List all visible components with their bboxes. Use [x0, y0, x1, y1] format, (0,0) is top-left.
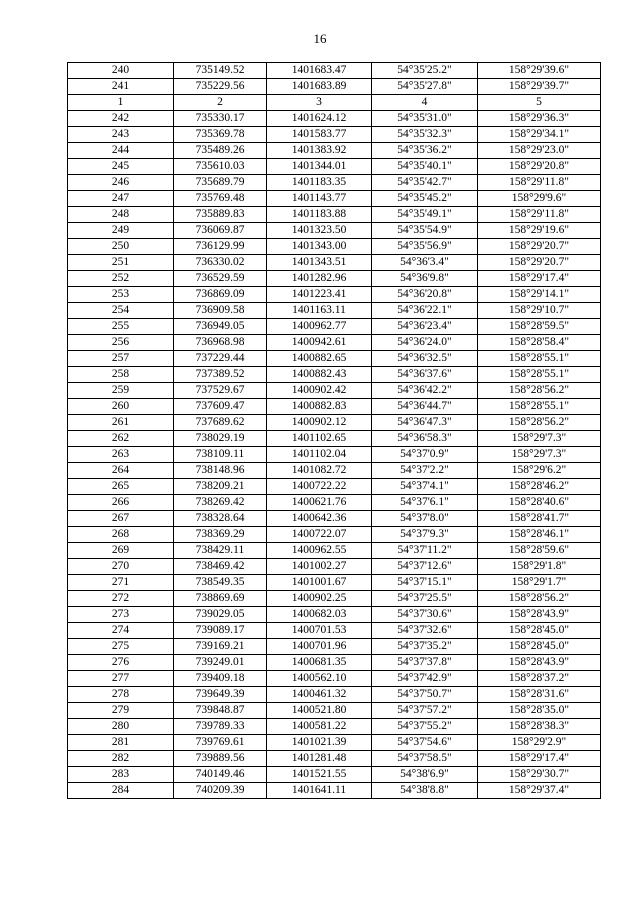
table-row	[68, 591, 601, 607]
table-row	[68, 735, 601, 751]
cell-longitude: 158°28'58.4"	[478, 335, 601, 351]
cell-longitude: 158°28'37.2"	[478, 671, 601, 687]
cell-coord-y: 1400581.22	[267, 719, 372, 735]
cell-latitude: 54°37'32.6"	[372, 623, 478, 639]
cell-coord-y: 1400621.76	[267, 495, 372, 511]
cell-longitude: 158°28'59.6"	[478, 543, 601, 559]
cell-point-number: 275	[68, 639, 174, 655]
cell-coord-y: 1401343.00	[267, 239, 372, 255]
cell-latitude: 54°37'2.2"	[372, 463, 478, 479]
cell-point-number: 256	[68, 335, 174, 351]
cell-coord-x: 736949.05	[174, 319, 267, 335]
cell-point-number: 267	[68, 511, 174, 527]
cell-coord-x: 735489.26	[174, 143, 267, 159]
cell-point-number: 270	[68, 559, 174, 575]
cell-coord-y: 1401001.67	[267, 575, 372, 591]
cell-coord-y: 1401343.51	[267, 255, 372, 271]
cell-longitude: 158°28'31.6"	[478, 687, 601, 703]
cell-latitude: 54°37'57.2"	[372, 703, 478, 719]
cell-latitude: 54°37'30.6"	[372, 607, 478, 623]
cell-coord-x: 2	[174, 95, 267, 111]
table-row	[68, 479, 601, 495]
cell-point-number: 260	[68, 399, 174, 415]
cell-coord-y: 1401344.01	[267, 159, 372, 175]
cell-latitude: 54°36'42.2"	[372, 383, 478, 399]
cell-latitude: 54°35'36.2"	[372, 143, 478, 159]
cell-longitude: 158°28'43.9"	[478, 655, 601, 671]
cell-longitude: 158°29'10.7"	[478, 303, 601, 319]
table-row	[68, 223, 601, 239]
cell-latitude: 54°37'42.9"	[372, 671, 478, 687]
cell-coord-y: 1401624.12	[267, 111, 372, 127]
cell-coord-x: 739169.21	[174, 639, 267, 655]
cell-point-number: 250	[68, 239, 174, 255]
table-row	[68, 687, 601, 703]
cell-coord-y: 1400681.35	[267, 655, 372, 671]
cell-latitude: 54°36'37.6"	[372, 367, 478, 383]
table-row	[68, 767, 601, 783]
cell-coord-y: 1401641.11	[267, 783, 372, 799]
cell-coord-x: 737529.67	[174, 383, 267, 399]
table-row	[68, 207, 601, 223]
cell-point-number: 248	[68, 207, 174, 223]
cell-coord-y: 1400722.07	[267, 527, 372, 543]
cell-coord-y: 1400682.03	[267, 607, 372, 623]
cell-latitude: 54°35'25.2"	[372, 63, 478, 79]
cell-coord-x: 738328.64	[174, 511, 267, 527]
cell-point-number: 246	[68, 175, 174, 191]
cell-coord-y: 1401521.55	[267, 767, 372, 783]
cell-coord-y: 1401281.48	[267, 751, 372, 767]
cell-coord-y: 1400701.96	[267, 639, 372, 655]
cell-coord-x: 735229.56	[174, 79, 267, 95]
cell-coord-x: 736529.59	[174, 271, 267, 287]
cell-longitude: 158°28'43.9"	[478, 607, 601, 623]
cell-coord-y: 1400902.25	[267, 591, 372, 607]
cell-coord-x: 736869.09	[174, 287, 267, 303]
cell-longitude: 158°29'11.8"	[478, 175, 601, 191]
table-row	[68, 671, 601, 687]
cell-coord-y: 1400562.10	[267, 671, 372, 687]
cell-longitude: 158°28'59.5"	[478, 319, 601, 335]
cell-point-number: 269	[68, 543, 174, 559]
table-row	[68, 383, 601, 399]
cell-latitude: 54°35'45.2"	[372, 191, 478, 207]
cell-latitude: 54°35'42.7"	[372, 175, 478, 191]
page-number: 16	[313, 31, 327, 46]
cell-longitude: 158°29'23.0"	[478, 143, 601, 159]
table-row	[68, 239, 601, 255]
cell-coord-y: 1400902.42	[267, 383, 372, 399]
cell-coord-y: 1400962.55	[267, 543, 372, 559]
column-index-row	[68, 95, 601, 111]
table-row	[68, 175, 601, 191]
cell-coord-y: 1400942.61	[267, 335, 372, 351]
cell-latitude: 54°37'4.1"	[372, 479, 478, 495]
cell-coord-x: 739769.61	[174, 735, 267, 751]
cell-point-number: 259	[68, 383, 174, 399]
cell-longitude: 158°28'45.0"	[478, 623, 601, 639]
cell-point-number: 268	[68, 527, 174, 543]
table-row	[68, 559, 601, 575]
cell-longitude: 158°28'46.1"	[478, 527, 601, 543]
cell-latitude: 54°35'40.1"	[372, 159, 478, 175]
cell-coord-y: 1401282.96	[267, 271, 372, 287]
cell-longitude: 158°28'40.6"	[478, 495, 601, 511]
cell-coord-y: 1401002.27	[267, 559, 372, 575]
cell-latitude: 54°36'23.4"	[372, 319, 478, 335]
cell-latitude: 54°37'15.1"	[372, 575, 478, 591]
cell-coord-y: 1400882.83	[267, 399, 372, 415]
cell-coord-x: 739889.56	[174, 751, 267, 767]
cell-point-number: 257	[68, 351, 174, 367]
cell-longitude: 158°29'9.6"	[478, 191, 601, 207]
cell-coord-y: 3	[267, 95, 372, 111]
cell-coord-x: 739848.87	[174, 703, 267, 719]
cell-latitude: 54°37'58.5"	[372, 751, 478, 767]
table-row	[68, 127, 601, 143]
table-row	[68, 639, 601, 655]
cell-coord-y: 1401102.04	[267, 447, 372, 463]
cell-coord-y: 1400882.65	[267, 351, 372, 367]
cell-coord-y: 1401021.39	[267, 735, 372, 751]
cell-longitude: 158°28'56.2"	[478, 591, 601, 607]
cell-point-number: 266	[68, 495, 174, 511]
cell-coord-x: 737689.62	[174, 415, 267, 431]
cell-latitude: 54°37'11.2"	[372, 543, 478, 559]
cell-point-number: 1	[68, 95, 174, 111]
cell-coord-y: 1401183.35	[267, 175, 372, 191]
cell-point-number: 241	[68, 79, 174, 95]
cell-latitude: 54°35'31.0"	[372, 111, 478, 127]
table-row	[68, 287, 601, 303]
cell-point-number: 258	[68, 367, 174, 383]
cell-longitude: 158°28'55.1"	[478, 351, 601, 367]
cell-coord-x: 735889.83	[174, 207, 267, 223]
cell-latitude: 54°35'54.9"	[372, 223, 478, 239]
cell-point-number: 279	[68, 703, 174, 719]
table-row	[68, 319, 601, 335]
cell-longitude: 158°29'39.6"	[478, 63, 601, 79]
cell-point-number: 261	[68, 415, 174, 431]
cell-latitude: 54°37'35.2"	[372, 639, 478, 655]
cell-coord-x: 740209.39	[174, 783, 267, 799]
cell-latitude: 54°38'8.8"	[372, 783, 478, 799]
table-row	[68, 303, 601, 319]
cell-longitude: 158°29'2.9"	[478, 735, 601, 751]
cell-coord-x: 738549.35	[174, 575, 267, 591]
table-row	[68, 143, 601, 159]
cell-point-number: 282	[68, 751, 174, 767]
table-row	[68, 79, 601, 95]
cell-longitude: 158°29'11.8"	[478, 207, 601, 223]
cell-latitude: 54°36'22.1"	[372, 303, 478, 319]
cell-longitude: 158°29'7.3"	[478, 447, 601, 463]
cell-coord-x: 735610.03	[174, 159, 267, 175]
cell-coord-y: 1401323.50	[267, 223, 372, 239]
cell-point-number: 251	[68, 255, 174, 271]
table-row	[68, 335, 601, 351]
table-row	[68, 159, 601, 175]
cell-longitude: 158°29'20.8"	[478, 159, 601, 175]
table-row	[68, 111, 601, 127]
cell-point-number: 240	[68, 63, 174, 79]
coordinates-table	[67, 62, 601, 799]
cell-longitude: 158°29'30.7"	[478, 767, 601, 783]
cell-longitude: 158°29'20.7"	[478, 255, 601, 271]
cell-coord-x: 739249.01	[174, 655, 267, 671]
table-row	[68, 255, 601, 271]
cell-coord-y: 1401683.47	[267, 63, 372, 79]
cell-point-number: 245	[68, 159, 174, 175]
cell-longitude: 158°29'1.8"	[478, 559, 601, 575]
cell-coord-y: 1401223.41	[267, 287, 372, 303]
coordinates-table-body	[68, 63, 601, 799]
table-row	[68, 447, 601, 463]
table-row	[68, 399, 601, 415]
cell-longitude: 158°29'1.7"	[478, 575, 601, 591]
cell-coord-x: 738148.96	[174, 463, 267, 479]
cell-coord-y: 1400722.22	[267, 479, 372, 495]
cell-point-number: 277	[68, 671, 174, 687]
cell-point-number: 244	[68, 143, 174, 159]
cell-coord-y: 1400461.32	[267, 687, 372, 703]
cell-latitude: 54°36'44.7"	[372, 399, 478, 415]
cell-longitude: 158°28'56.2"	[478, 383, 601, 399]
table-row	[68, 351, 601, 367]
cell-coord-x: 739789.33	[174, 719, 267, 735]
table-row	[68, 495, 601, 511]
cell-longitude: 5	[478, 95, 601, 111]
cell-coord-y: 1400521.80	[267, 703, 372, 719]
cell-longitude: 158°28'41.7"	[478, 511, 601, 527]
cell-latitude: 4	[372, 95, 478, 111]
cell-longitude: 158°29'7.3"	[478, 431, 601, 447]
cell-coord-x: 739409.18	[174, 671, 267, 687]
cell-point-number: 253	[68, 287, 174, 303]
cell-coord-y: 1401683.89	[267, 79, 372, 95]
cell-coord-y: 1401143.77	[267, 191, 372, 207]
cell-latitude: 54°35'27.8"	[372, 79, 478, 95]
cell-latitude: 54°35'56.9"	[372, 239, 478, 255]
cell-point-number: 243	[68, 127, 174, 143]
cell-point-number: 271	[68, 575, 174, 591]
cell-latitude: 54°37'9.3"	[372, 527, 478, 543]
table-row	[68, 607, 601, 623]
cell-coord-x: 739029.05	[174, 607, 267, 623]
cell-coord-x: 738269.42	[174, 495, 267, 511]
table-row	[68, 431, 601, 447]
table-row	[68, 543, 601, 559]
cell-latitude: 54°35'49.1"	[372, 207, 478, 223]
cell-coord-x: 738109.11	[174, 447, 267, 463]
cell-coord-y: 1400882.43	[267, 367, 372, 383]
cell-point-number: 274	[68, 623, 174, 639]
cell-point-number: 255	[68, 319, 174, 335]
cell-latitude: 54°36'58.3"	[372, 431, 478, 447]
cell-longitude: 158°28'38.3"	[478, 719, 601, 735]
cell-coord-y: 1400701.53	[267, 623, 372, 639]
cell-latitude: 54°36'24.0"	[372, 335, 478, 351]
cell-longitude: 158°29'39.7"	[478, 79, 601, 95]
cell-coord-x: 737389.52	[174, 367, 267, 383]
table-row	[68, 719, 601, 735]
cell-longitude: 158°29'17.4"	[478, 751, 601, 767]
cell-coord-x: 739089.17	[174, 623, 267, 639]
cell-longitude: 158°29'20.7"	[478, 239, 601, 255]
cell-coord-x: 738029.19	[174, 431, 267, 447]
cell-point-number: 284	[68, 783, 174, 799]
cell-coord-x: 738369.29	[174, 527, 267, 543]
cell-latitude: 54°37'37.8"	[372, 655, 478, 671]
cell-point-number: 278	[68, 687, 174, 703]
cell-point-number: 264	[68, 463, 174, 479]
table-row	[68, 703, 601, 719]
cell-latitude: 54°37'0.9"	[372, 447, 478, 463]
cell-latitude: 54°36'3.4"	[372, 255, 478, 271]
cell-longitude: 158°29'37.4"	[478, 783, 601, 799]
table-row	[68, 367, 601, 383]
table-row	[68, 527, 601, 543]
table-row	[68, 783, 601, 799]
cell-latitude: 54°37'55.2"	[372, 719, 478, 735]
cell-longitude: 158°29'34.1"	[478, 127, 601, 143]
cell-longitude: 158°29'19.6"	[478, 223, 601, 239]
cell-latitude: 54°37'50.7"	[372, 687, 478, 703]
table-row	[68, 415, 601, 431]
cell-coord-y: 1401583.77	[267, 127, 372, 143]
cell-point-number: 249	[68, 223, 174, 239]
cell-coord-x: 740149.46	[174, 767, 267, 783]
table-row	[68, 511, 601, 527]
cell-longitude: 158°28'35.0"	[478, 703, 601, 719]
cell-point-number: 276	[68, 655, 174, 671]
cell-point-number: 280	[68, 719, 174, 735]
cell-longitude: 158°29'6.2"	[478, 463, 601, 479]
cell-latitude: 54°36'9.8"	[372, 271, 478, 287]
cell-point-number: 262	[68, 431, 174, 447]
cell-longitude: 158°28'55.1"	[478, 399, 601, 415]
cell-coord-x: 738429.11	[174, 543, 267, 559]
cell-coord-y: 1400642.36	[267, 511, 372, 527]
cell-coord-x: 736909.58	[174, 303, 267, 319]
cell-latitude: 54°37'6.1"	[372, 495, 478, 511]
cell-coord-x: 738209.21	[174, 479, 267, 495]
cell-point-number: 252	[68, 271, 174, 287]
cell-coord-x: 736330.02	[174, 255, 267, 271]
table-row	[68, 271, 601, 287]
cell-coord-x: 735330.17	[174, 111, 267, 127]
cell-point-number: 272	[68, 591, 174, 607]
cell-coord-y: 1400962.77	[267, 319, 372, 335]
cell-point-number: 242	[68, 111, 174, 127]
cell-latitude: 54°38'6.9"	[372, 767, 478, 783]
cell-coord-y: 1401082.72	[267, 463, 372, 479]
cell-longitude: 158°28'56.2"	[478, 415, 601, 431]
cell-coord-y: 1401183.88	[267, 207, 372, 223]
cell-point-number: 281	[68, 735, 174, 751]
table-row	[68, 655, 601, 671]
cell-coord-x: 736129.99	[174, 239, 267, 255]
cell-coord-x: 738469.42	[174, 559, 267, 575]
cell-point-number: 265	[68, 479, 174, 495]
cell-longitude: 158°28'55.1"	[478, 367, 601, 383]
cell-coord-x: 737609.47	[174, 399, 267, 415]
cell-coord-y: 1401383.92	[267, 143, 372, 159]
cell-coord-x: 739649.39	[174, 687, 267, 703]
cell-coord-y: 1400902.12	[267, 415, 372, 431]
cell-point-number: 247	[68, 191, 174, 207]
table-row	[68, 191, 601, 207]
table-row	[68, 751, 601, 767]
cell-latitude: 54°37'8.0"	[372, 511, 478, 527]
cell-coord-y: 1401102.65	[267, 431, 372, 447]
cell-point-number: 263	[68, 447, 174, 463]
cell-latitude: 54°37'12.6"	[372, 559, 478, 575]
table-row	[68, 623, 601, 639]
table-row	[68, 575, 601, 591]
cell-latitude: 54°37'54.6"	[372, 735, 478, 751]
cell-latitude: 54°35'32.3"	[372, 127, 478, 143]
cell-coord-x: 735369.78	[174, 127, 267, 143]
cell-point-number: 273	[68, 607, 174, 623]
cell-longitude: 158°29'36.3"	[478, 111, 601, 127]
cell-latitude: 54°36'47.3"	[372, 415, 478, 431]
cell-coord-x: 736069.87	[174, 223, 267, 239]
cell-point-number: 254	[68, 303, 174, 319]
cell-coord-y: 1401163.11	[267, 303, 372, 319]
cell-coord-x: 736968.98	[174, 335, 267, 351]
cell-coord-x: 738869.69	[174, 591, 267, 607]
cell-point-number: 283	[68, 767, 174, 783]
cell-longitude: 158°29'14.1"	[478, 287, 601, 303]
cell-longitude: 158°29'17.4"	[478, 271, 601, 287]
cell-coord-x: 735149.52	[174, 63, 267, 79]
cell-longitude: 158°28'46.2"	[478, 479, 601, 495]
table-row	[68, 463, 601, 479]
cell-coord-x: 735769.48	[174, 191, 267, 207]
cell-coord-x: 735689.79	[174, 175, 267, 191]
cell-latitude: 54°36'20.8"	[372, 287, 478, 303]
cell-longitude: 158°28'45.0"	[478, 639, 601, 655]
cell-latitude: 54°37'25.5"	[372, 591, 478, 607]
cell-latitude: 54°36'32.5"	[372, 351, 478, 367]
cell-coord-x: 737229.44	[174, 351, 267, 367]
table-row	[68, 63, 601, 79]
